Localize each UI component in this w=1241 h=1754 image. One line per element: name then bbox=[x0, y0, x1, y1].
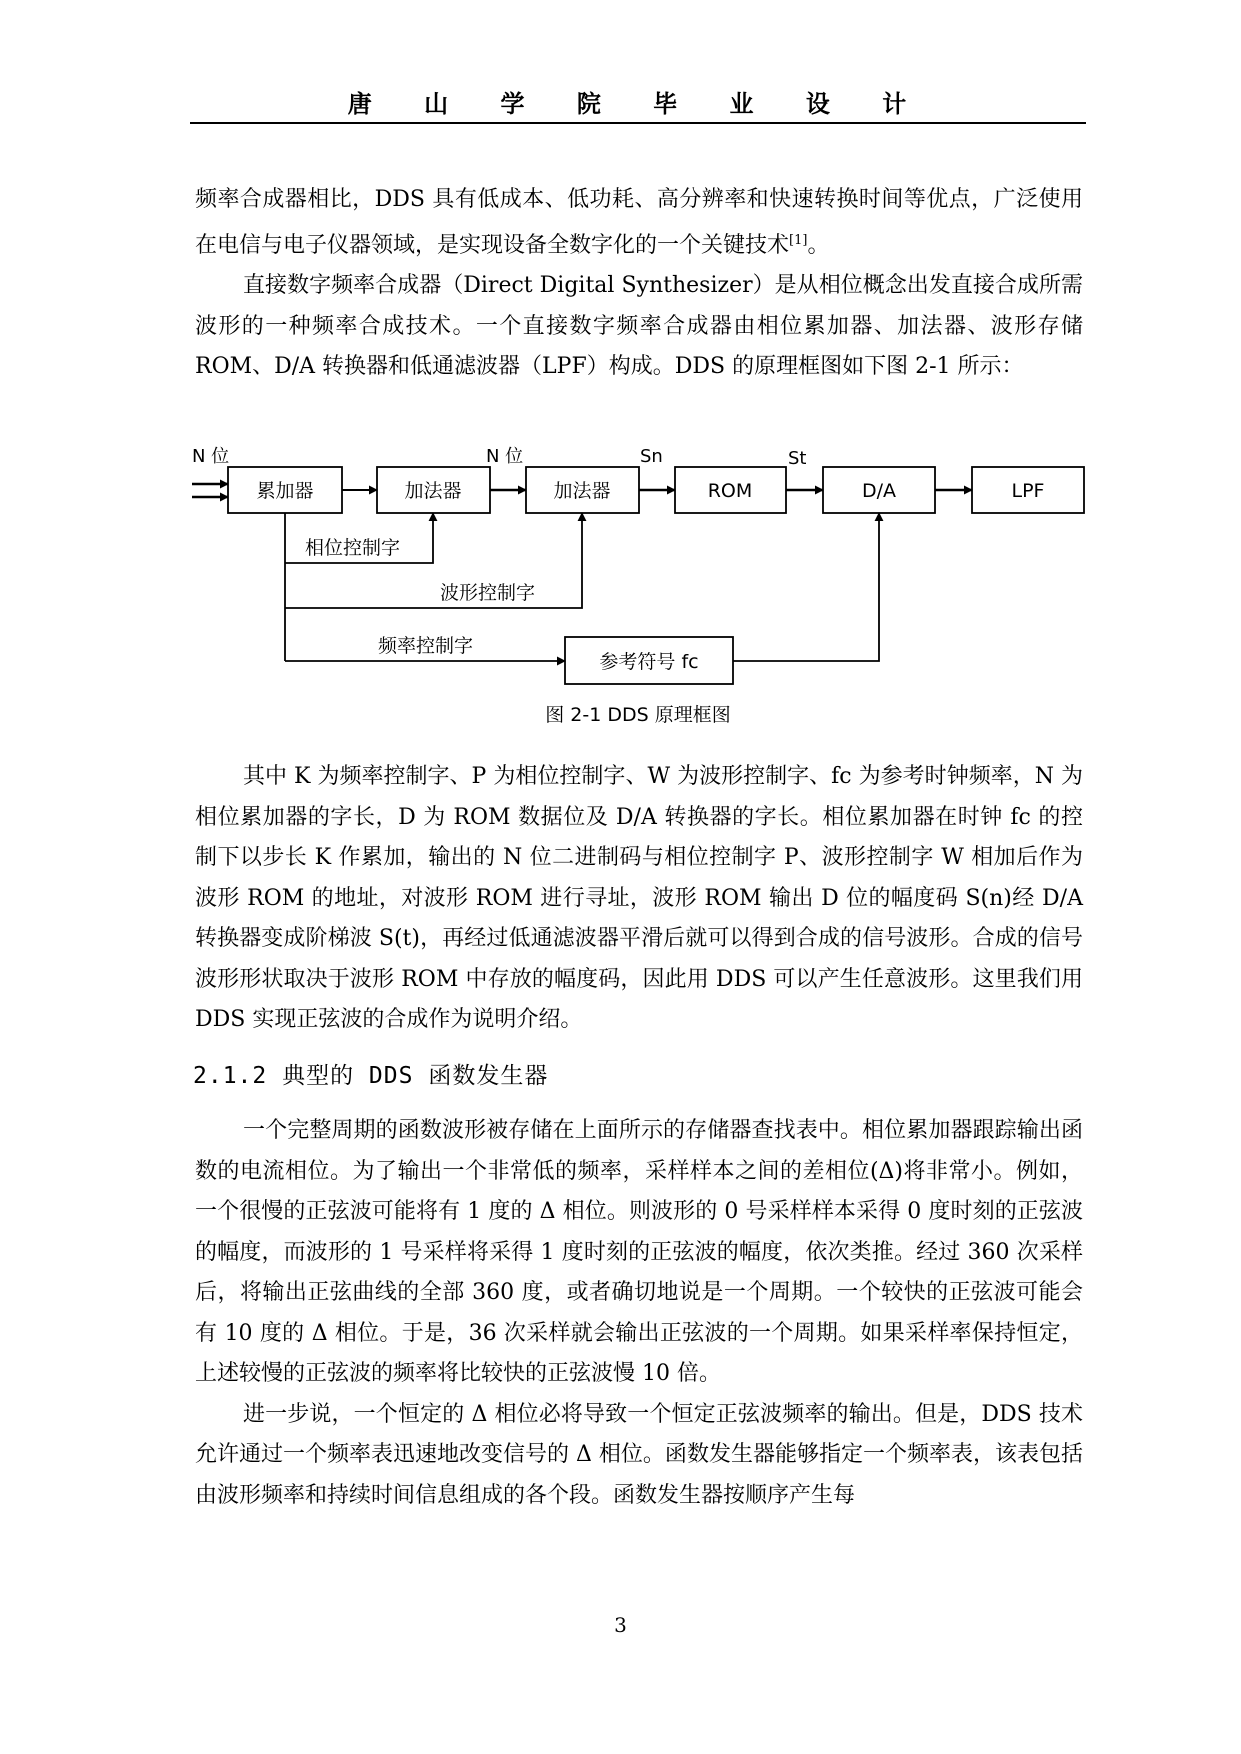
block-lpf bbox=[972, 467, 1084, 513]
label-st: St bbox=[788, 448, 807, 469]
block-da-label: D/A bbox=[861, 480, 897, 502]
label-n-bits-mid: N 位 bbox=[486, 446, 524, 467]
label-sn: Sn bbox=[640, 446, 663, 467]
block-reference-clock-label: 参考符号 fc bbox=[599, 651, 699, 673]
paragraph-dds-explanation: 其中 K 为频率控制字、P 为相位控制字、W 为波形控制字、fc 为参考时钟频率，N 为相位累加器的字长，D 为 ROM 数据位及 D/A 转换器的字长。相位累加器在时钟 fc 的控制下以步长 K 作累加，输出的 N 位二进制码与相位控制字 P、波形控制字 W 相加后作为波形 ROM 的地址，对波形 ROM 进行寻址，波形 ROM 输出 D 位的幅度码 S(n)经 D/A 转换器变成阶梯波 S(t)，再经过低通滤波器平滑后就可以得到合成的信号波形。合成的信号波形形状取决于波形 ROM 中存放的幅度码，因此用 DDS 可以产生任意波形。这里我们用 DDS 实现正弦波的合成作为说明介绍。 bbox=[195, 764, 1083, 1032]
block-da bbox=[823, 467, 935, 513]
page-number: 3 bbox=[614, 1613, 627, 1637]
block-reference-clock bbox=[565, 637, 733, 684]
label-wave-control: 波形控制字 bbox=[440, 582, 536, 604]
clock-to-da-path bbox=[733, 513, 879, 661]
block-adder-1 bbox=[377, 467, 490, 513]
paragraph-dds-definition: 直接数字频率合成器（Direct Digital Synthesizer）是从相位概念出发直接合成所需波形的一种频率合成技术。一个直接数字频率合成器由相位累加器、加法器、波形存储 ROM、D/A 转换器和低通滤波器（LPF）构成。DDS 的原理框图如下图 2-1 所示： bbox=[195, 273, 1083, 379]
paragraph-frequency-table: 进一步说，一个恒定的 Δ 相位必将导致一个恒定正弦波频率的输出。但是，DDS 技术允许通过一个频率表迅速地改变信号的 Δ 相位。函数发生器能够指定一个频率表，该表包括由波形频率和持续时间信息组成的各个段。函数发生器按顺序产生每 bbox=[195, 1401, 1083, 1508]
label-n-bits-in: N 位 bbox=[192, 446, 230, 467]
function-generator-block bbox=[195, 1111, 1083, 1516]
block-adder-2-label: 加法器 bbox=[553, 480, 611, 502]
paragraph-text: 频率合成器相比，DDS 具有低成本、低功耗、高分辨率和快速转换时间等优点，广泛使用在电信与电子仪器领域，是实现设备全数字化的一个关键技术 bbox=[195, 187, 1083, 258]
paragraph-tail: 。 bbox=[807, 232, 830, 258]
section-heading: 2.1.2 典型的 DDS 函数发生器 bbox=[193, 1063, 549, 1089]
label-freq-control: 频率控制字 bbox=[378, 635, 474, 657]
block-rom-label: ROM bbox=[707, 480, 753, 502]
explanation-block bbox=[195, 757, 1083, 1041]
figure-caption: 图 2-1 DDS 原理框图 bbox=[545, 704, 731, 726]
page-header-title: 唐 山 学 院 毕 业 设 计 bbox=[347, 90, 929, 118]
block-adder-1-label: 加法器 bbox=[404, 480, 462, 502]
label-phase-control: 相位控制字 bbox=[305, 537, 401, 559]
paragraph-waveform-lookup: 一个完整周期的函数波形被存储在上面所示的存储器查找表中。相位累加器跟踪输出函数的电流相位。为了输出一个非常低的频率，采样样本之间的差相位(Δ)将非常小。例如，一个很慢的正弦波可能将有 1 度的 Δ 相位。则波形的 0 号采样样本采得 0 度时刻的正弦波的幅度，而波形的 1 号采样将采得 1 度时刻的正弦波的幅度，依次类推。经过 360 次采样后，将输出正弦曲线的全部 360 度，或者确切地说是一个周期。一个较快的正弦波可能会有 10 度的 Δ 相位。于是，36 次采样就会输出正弦波的一个周期。如果采样率保持恒定，上述较慢的正弦波的频率将比较快的正弦波慢 10 倍。 bbox=[195, 1118, 1083, 1386]
block-lpf-label: LPF bbox=[1011, 480, 1045, 502]
block-adder-2 bbox=[526, 467, 639, 513]
dds-block-diagram bbox=[0, 0, 1241, 740]
block-rom bbox=[675, 467, 786, 513]
citation-ref: [1] bbox=[789, 232, 808, 248]
block-accumulator-label: 累加器 bbox=[256, 480, 314, 502]
block-accumulator bbox=[228, 467, 342, 513]
